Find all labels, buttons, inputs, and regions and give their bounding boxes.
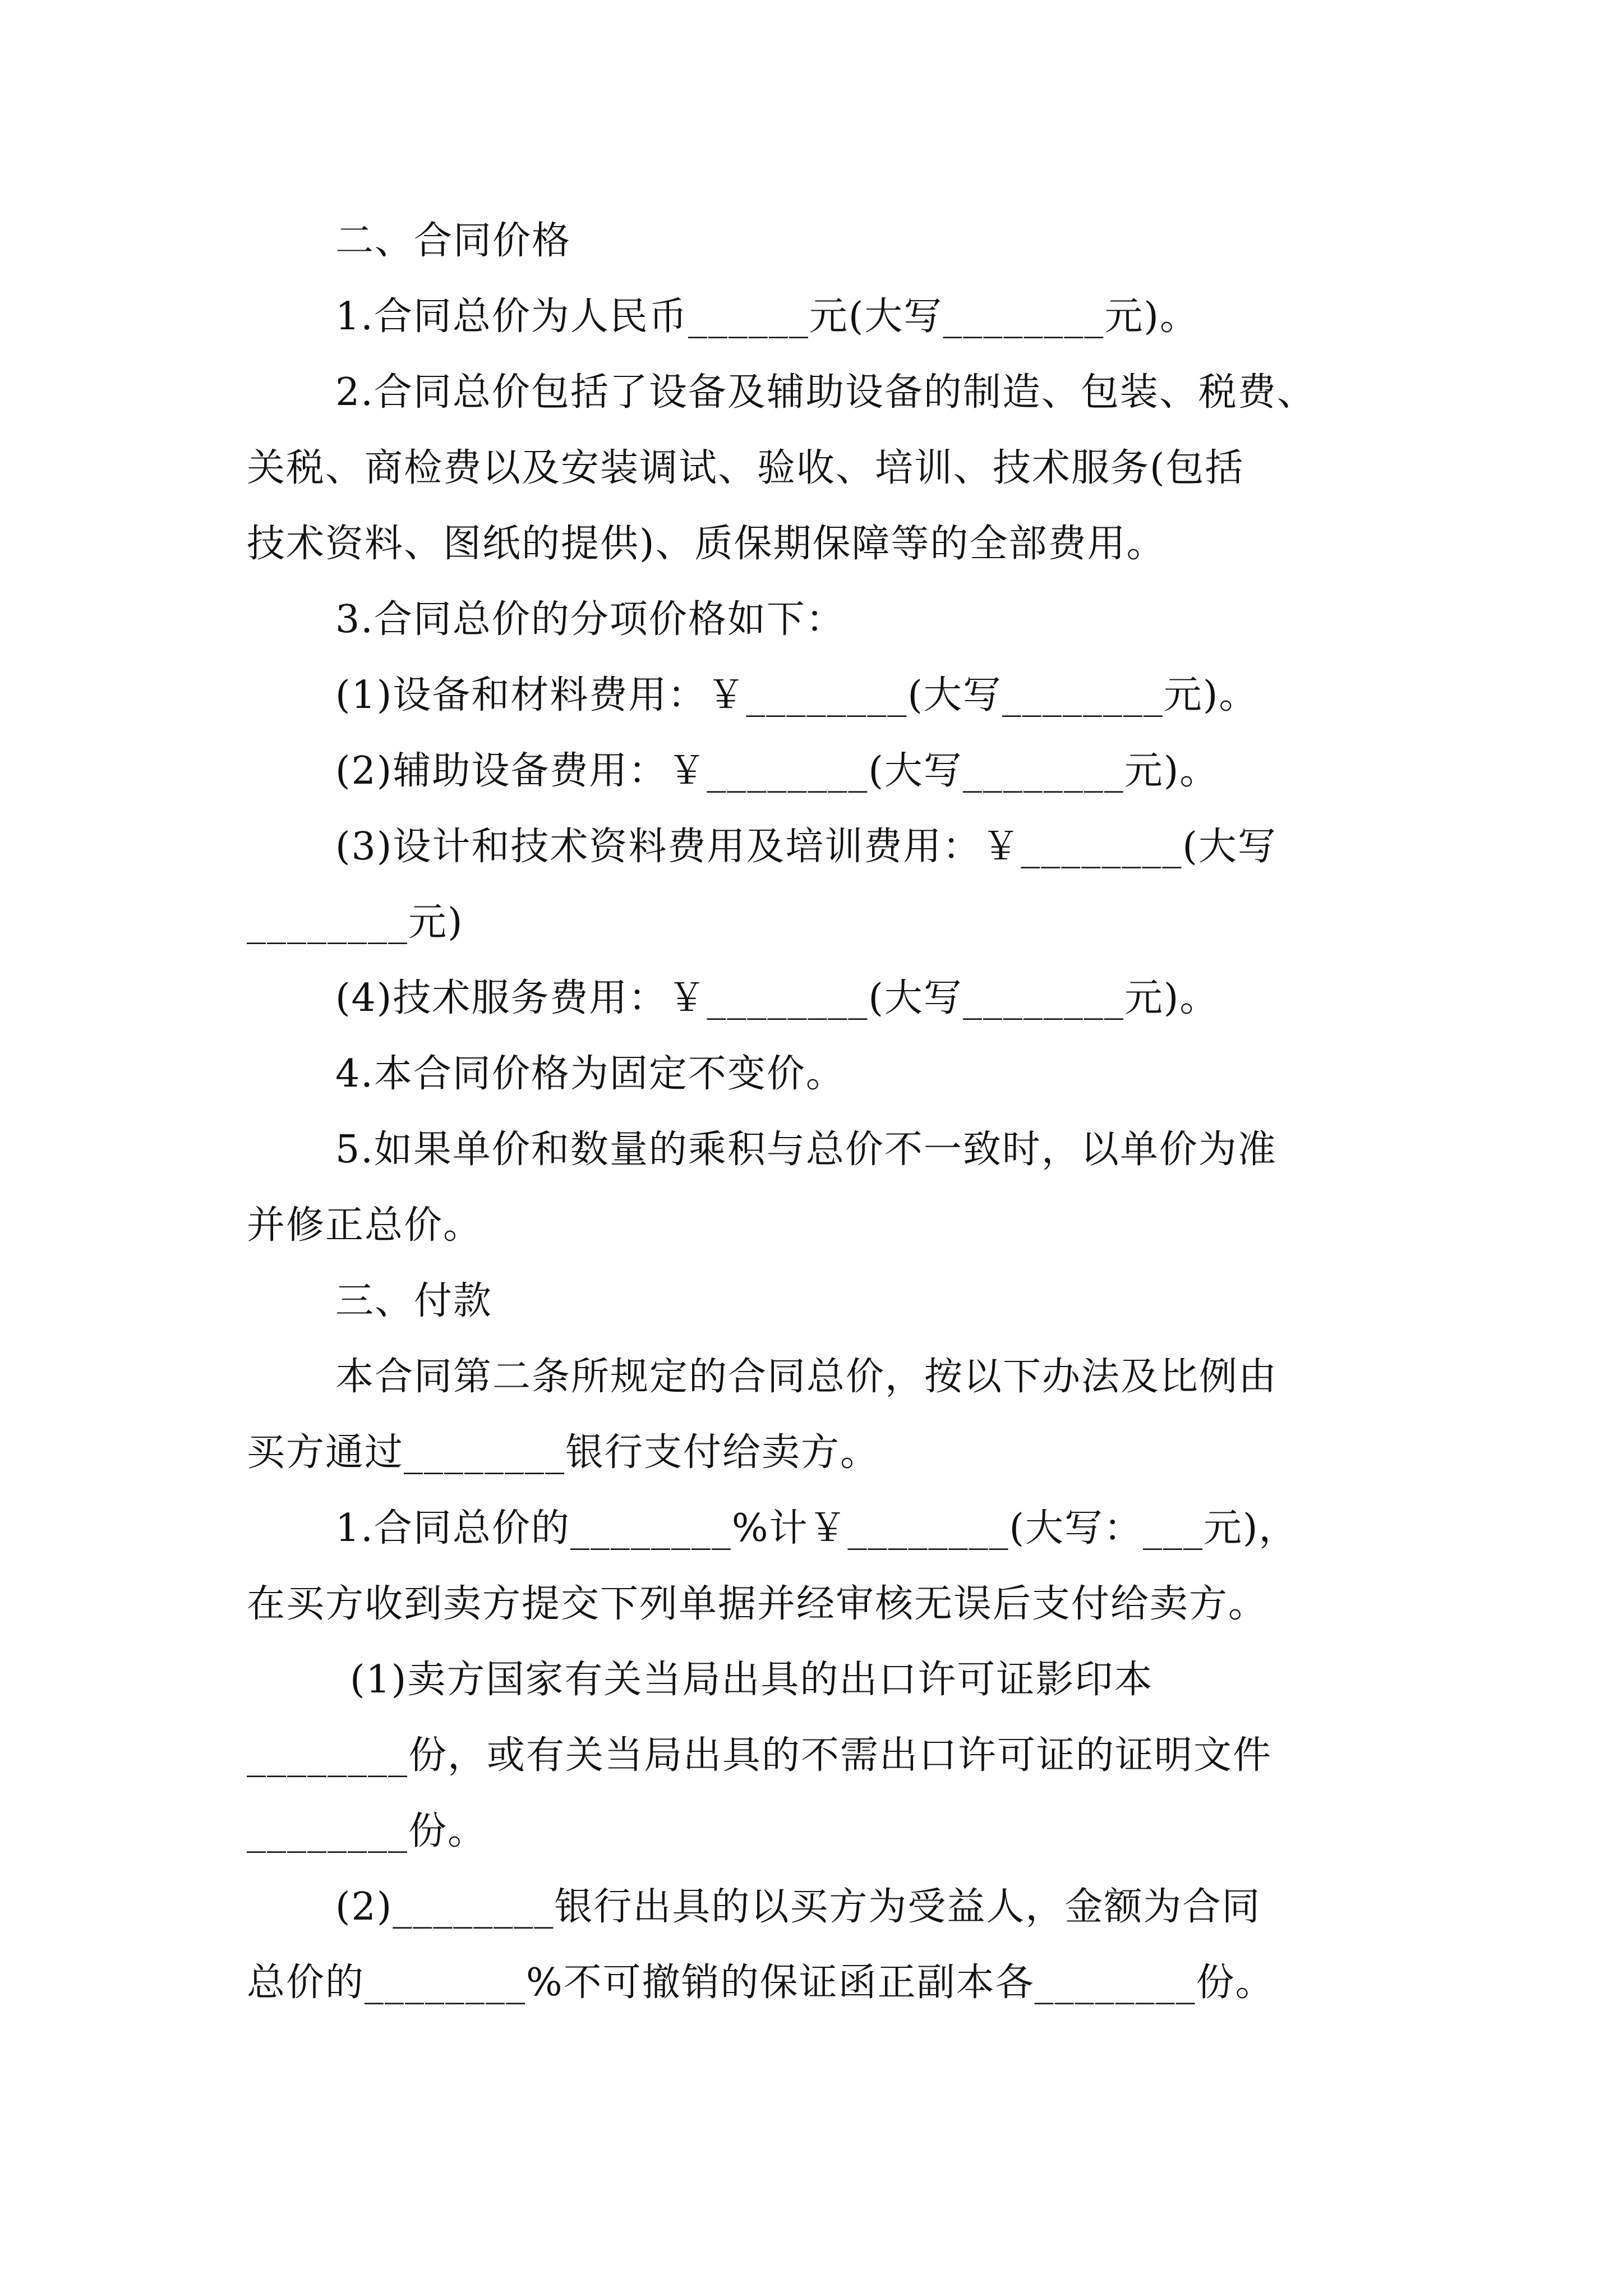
- sub-clause-line: ________份，或有关当局出具的不需出口许可证的证明文件: [247, 1733, 1272, 1778]
- clause-line: 5.如果单价和数量的乘积与总价不一致时，以单价为准: [335, 1128, 1277, 1172]
- sub-clause-line: ________元): [247, 900, 464, 945]
- clause-line: 1.合同总价的________%计￥________(大写：___元)，: [335, 1506, 1298, 1550]
- clause-line: 关税、商检费以及安装调试、验收、培训、技术服务(包括: [247, 446, 1244, 490]
- clause-line: 技术资料、图纸的提供)、质保期保障等的全部费用。: [247, 522, 1166, 566]
- section-heading-payment: 三、付款: [335, 1279, 493, 1323]
- clause-line: 买方通过________银行支付给卖方。: [247, 1430, 880, 1475]
- clause-line: 2.合同总价包括了设备及辅助设备的制造、包装、税费、: [335, 370, 1316, 415]
- sub-clause-line: ________份。: [247, 1809, 487, 1853]
- section-heading-contract-price: 二、合同价格: [335, 219, 571, 263]
- sub-clause-line: (2)________银行出具的以买方为受益人，金额为合同: [335, 1885, 1261, 1929]
- clause-line: 并修正总价。: [247, 1203, 483, 1248]
- sub-clause-line: (1)卖方国家有关当局出具的出口许可证影印本: [350, 1658, 1154, 1702]
- clause-line: 4.本合同价格为固定不变价。: [335, 1052, 845, 1096]
- sub-clause-line: (2)辅助设备费用：￥________(大写________元)。: [335, 749, 1219, 793]
- sub-clause-line: 总价的________%不可撤销的保证函正副本各________份。: [247, 1961, 1275, 2005]
- sub-clause-line: (1)设备和材料费用：￥________(大写________元)。: [335, 673, 1258, 717]
- sub-clause-line: (4)技术服务费用：￥________(大写________元)。: [335, 976, 1219, 1020]
- clause-line: 1.合同总价为人民币______元(大写________元)。: [335, 295, 1199, 339]
- sub-clause-line: (3)设计和技术资料费用及培训费用：￥________(大写: [335, 825, 1277, 869]
- clause-line: 3.合同总价的分项价格如下：: [335, 597, 845, 642]
- clause-line: 本合同第二条所规定的合同总价，按以下办法及比例由: [335, 1355, 1278, 1399]
- clause-line: 在买方收到卖方提交下列单据并经审核无误后支付给卖方。: [247, 1582, 1268, 1626]
